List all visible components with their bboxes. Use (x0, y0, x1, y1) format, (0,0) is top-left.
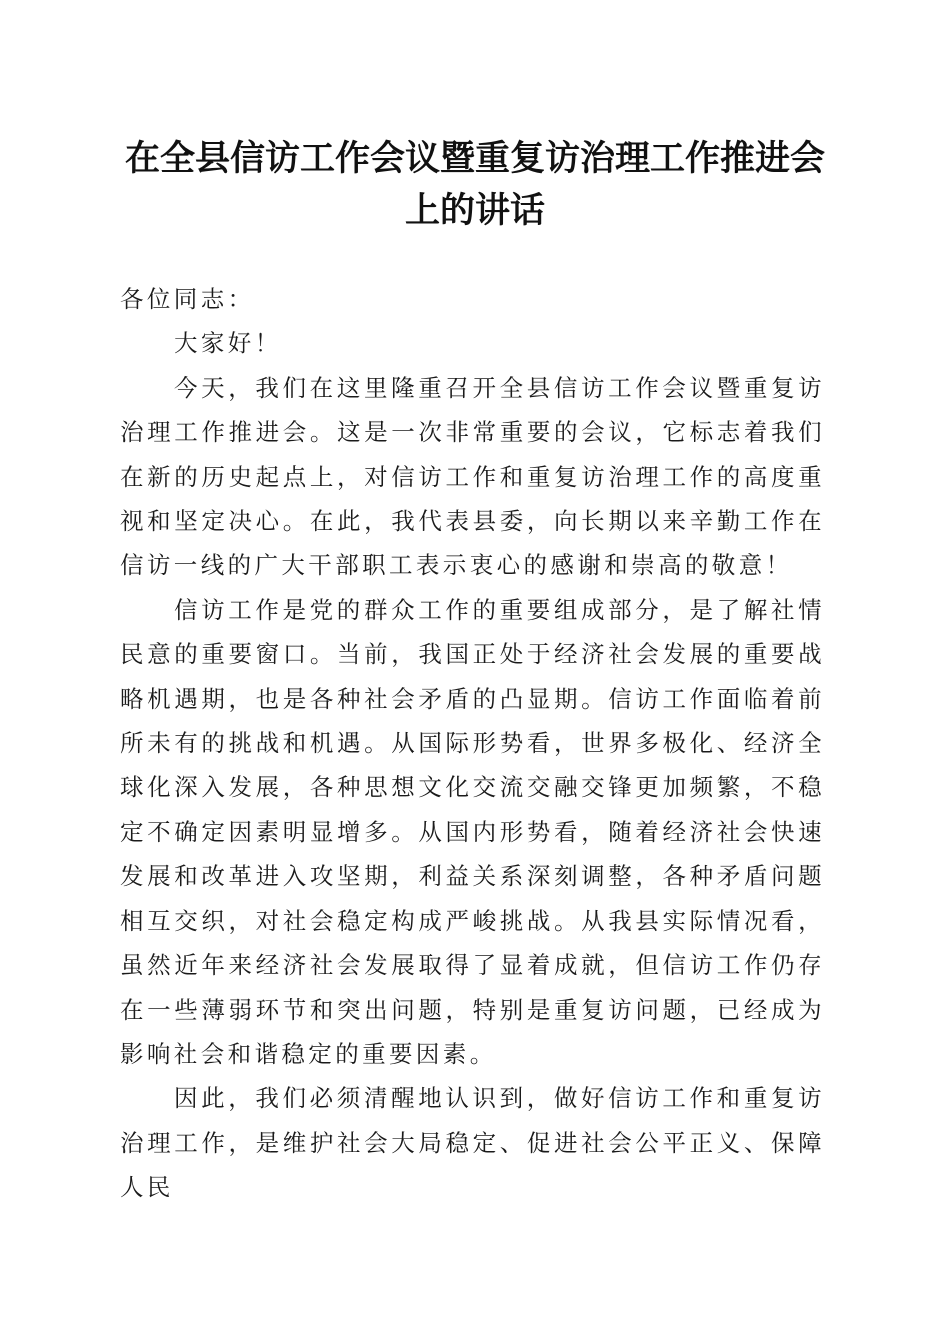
paragraph-greeting: 大家好！ (174, 329, 282, 358)
salutation: 各位同志： (120, 285, 255, 313)
paragraph-opening: 今天，我们在这里隆重召开全县信访工作会议暨重复访治理工作推进会。这是一次非常重要的会议，它标志着我们在新的历史起点上，对信访工作和重复访治理工作的高度重视和坚定决心。在此，我代表县委，向长期以来辛勤工作在信访一线的广大干部职工表示衷心的感谢和崇高的敬意！ (120, 373, 825, 580)
speech-body (120, 277, 825, 1210)
paragraph-situation: 信访工作是党的群众工作的重要组成部分，是了解社情民意的重要窗口。当前，我国正处于经济社会发展的重要战略机遇期，也是各种社会矛盾的凸显期。信访工作面临着前所未有的挑战和机遇。从国际形势看，世界多极化、经济全球化深入发展，各种思想文化交流交融交锋更加频繁，不稳定不确定因素明显增多。从国内形势看，随着经济社会快速发展和改革进入攻坚期，利益关系深刻调整，各种矛盾问题相互交织，对社会稳定构成严峻挑战。从我县实际情况看，虽然近年来经济社会发展取得了显着成就，但信访工作仍存在一些薄弱环节和突出问题，特别是重复访问题，已经成为影响社会和谐稳定的重要因素。 (120, 595, 825, 1068)
document-title: 在全县信访工作会议暨重复访治理工作推进会上的讲话 (124, 138, 825, 231)
paragraph-conclusion: 因此，我们必须清醒地认识到，做好信访工作和重复访治理工作，是维护社会大局稳定、促进社会公平正义、保障人民 (120, 1084, 825, 1202)
